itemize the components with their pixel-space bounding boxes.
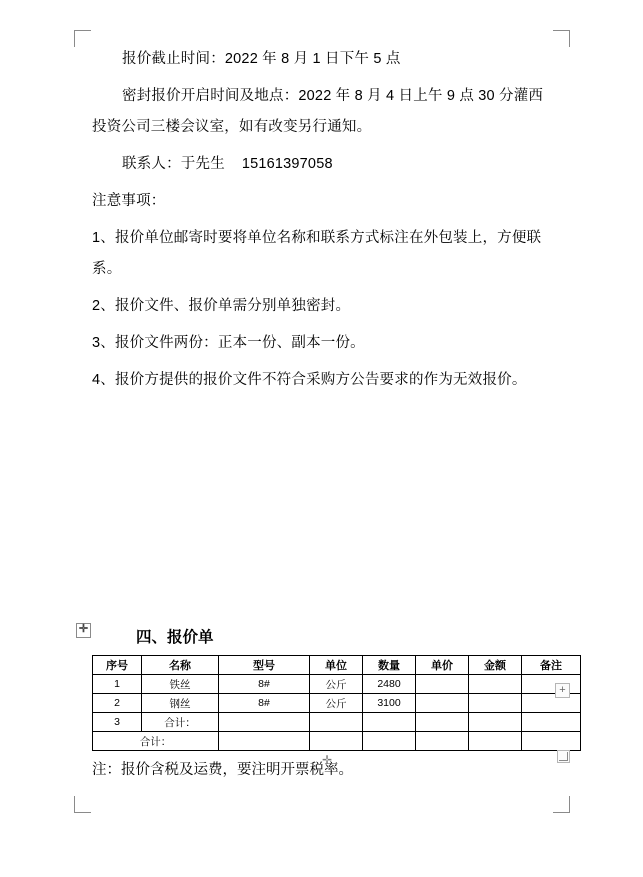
- cell-index: 3: [93, 713, 142, 732]
- move-cross-icon: [320, 753, 334, 767]
- table-total-row[interactable]: [93, 732, 581, 751]
- cell-quantity: 2480: [363, 675, 416, 694]
- table-header-row: [93, 656, 581, 675]
- cell-amount[interactable]: [469, 675, 522, 694]
- header-amount: 金额: [469, 656, 522, 675]
- cell-model: 8#: [219, 694, 310, 713]
- total-cell-quantity[interactable]: [363, 732, 416, 751]
- document-body: [92, 44, 566, 783]
- total-cell-amount[interactable]: [469, 732, 522, 751]
- cell-quantity[interactable]: [363, 713, 416, 732]
- cell-remark[interactable]: [522, 713, 581, 732]
- cell-remark[interactable]: [522, 675, 581, 694]
- quote-table-wrapper: [92, 655, 566, 751]
- crop-mark-top-right: [553, 30, 570, 47]
- paragraph-note-1: 1、报价单位邮寄时要将单位名称和联系方式标注在外包装上，方便联系。: [92, 230, 542, 277]
- cell-price[interactable]: [416, 694, 469, 713]
- header-remark: 备注: [522, 656, 581, 675]
- section-heading-quote-form: [92, 627, 552, 649]
- blank-space: [92, 402, 552, 627]
- paragraph-note-2: 2、报价文件、报价单需分别单独密封。: [92, 298, 351, 314]
- table-add-row-icon[interactable]: +: [555, 683, 570, 698]
- table-resize-handle-icon[interactable]: [557, 750, 570, 763]
- header-name: 名称: [142, 656, 219, 675]
- paragraph-contact: 联系人：于先生 15161397058: [122, 156, 333, 172]
- crop-mark-bottom-right: [553, 796, 570, 813]
- cell-index: 1: [93, 675, 142, 694]
- total-cell-unit[interactable]: [310, 732, 363, 751]
- crop-mark-top-left: [74, 30, 91, 47]
- paragraph-note-4: 4、报价方提供的报价文件不符合采购方公告要求的作为无效报价。: [92, 372, 527, 388]
- cell-remark[interactable]: [522, 694, 581, 713]
- crop-mark-bottom-left: [74, 796, 91, 813]
- footer-note-label: 注：报价含税及运费，要注明开票税率。: [92, 762, 353, 778]
- cell-price[interactable]: [416, 675, 469, 694]
- header-model: 型号: [219, 656, 310, 675]
- cell-index: 2: [93, 694, 142, 713]
- footer-note: [92, 757, 552, 783]
- paragraph-note-3: 3、报价文件两份：正本一份、副本一份。: [92, 335, 365, 351]
- cell-amount[interactable]: [469, 694, 522, 713]
- cell-name: 铁丝: [142, 675, 219, 694]
- table-row[interactable]: [93, 713, 581, 732]
- cell-unit: 公斤: [310, 675, 363, 694]
- cell-model[interactable]: [219, 713, 310, 732]
- cell-model: 8#: [219, 675, 310, 694]
- paragraph-notes-title: 注意事项：: [92, 193, 166, 209]
- total-cell-remark[interactable]: [522, 732, 581, 751]
- cell-quantity: 3100: [363, 694, 416, 713]
- header-index: 序号: [93, 656, 142, 675]
- cell-name: 钢丝: [142, 694, 219, 713]
- paragraph-opening-time-place: 密封报价开启时间及地点：2022 年 8 月 4 日上午 9 点 30 分灌西投资公司三楼会议室，如有改变另行通知。: [92, 88, 544, 135]
- quote-table: [92, 655, 581, 751]
- header-quantity: 数量: [363, 656, 416, 675]
- header-unit: 单位: [310, 656, 363, 675]
- cell-amount[interactable]: [469, 713, 522, 732]
- total-cell-price[interactable]: [416, 732, 469, 751]
- cell-total-label: 合计：: [142, 713, 219, 732]
- table-row[interactable]: [93, 675, 581, 694]
- header-price: 单价: [416, 656, 469, 675]
- cell-unit[interactable]: [310, 713, 363, 732]
- paragraph-deadline: 报价截止时间：2022 年 8 月 1 日下午 5 点: [122, 51, 401, 67]
- section-heading-label: 四、报价单: [136, 629, 214, 646]
- cell-unit: 公斤: [310, 694, 363, 713]
- total-cell-model[interactable]: [219, 732, 310, 751]
- total-row-label: 合计：: [93, 732, 219, 751]
- table-row[interactable]: [93, 694, 581, 713]
- table-move-handle-icon[interactable]: [76, 623, 91, 638]
- cell-price[interactable]: [416, 713, 469, 732]
